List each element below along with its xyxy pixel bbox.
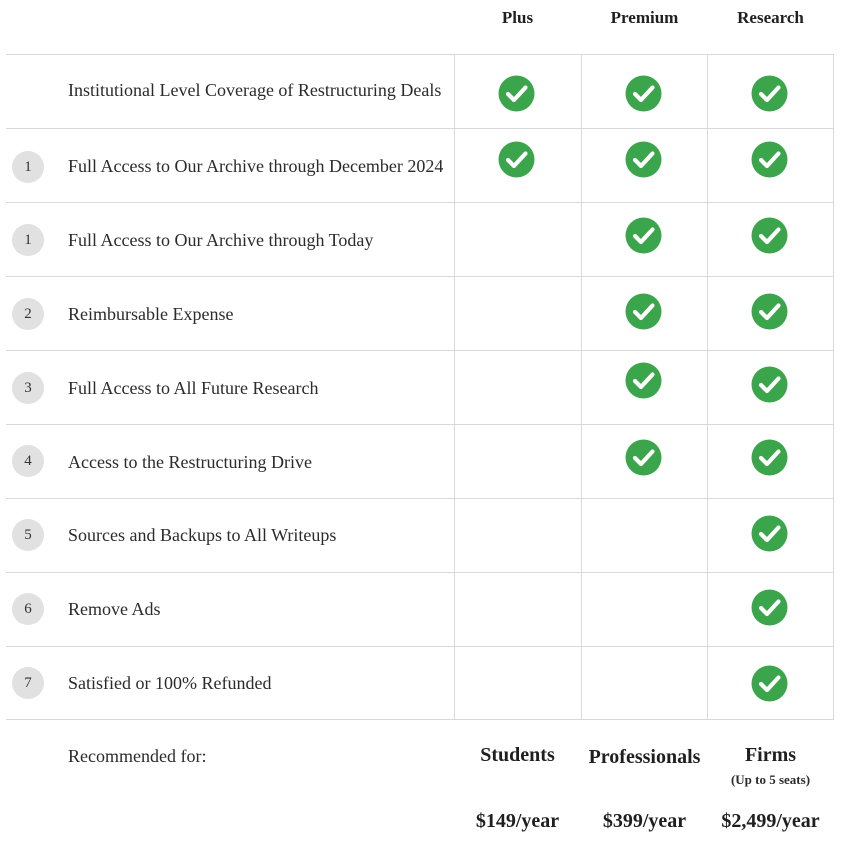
recommended-for-plus: Students [480, 744, 555, 766]
research-seats-note: (Up to 5 seats) [730, 772, 811, 787]
feature-number-badge: 1 [12, 151, 44, 183]
feature-label: Satisfied or 100% Refunded [68, 673, 272, 693]
check-circle-icon [751, 439, 788, 476]
price-plus: $149/year [475, 810, 560, 832]
plan-header-plus: Plus [501, 8, 534, 27]
feature-label: Reimbursable Expense [68, 304, 234, 324]
feature-row [0, 424, 843, 498]
feature-number-badge: 7 [12, 667, 44, 699]
row-divider [6, 498, 834, 499]
row-divider [6, 202, 834, 203]
feature-row [0, 276, 843, 350]
check-circle-icon [751, 665, 788, 702]
check-circle-icon [751, 217, 788, 254]
check-circle-icon [751, 75, 788, 112]
row-divider [6, 424, 834, 425]
feature-row [0, 54, 843, 128]
recommended-for-premium: Professionals [588, 746, 701, 768]
feature-number-badge: 4 [12, 445, 44, 477]
row-divider [6, 350, 834, 351]
plan-header-premium: Premium [610, 8, 679, 27]
check-circle-icon [751, 141, 788, 178]
feature-label: Full Access to All Future Research [68, 378, 319, 398]
check-circle-icon [751, 366, 788, 403]
check-circle-icon [625, 217, 662, 254]
feature-label: Sources and Backups to All Writeups [68, 525, 337, 545]
feature-number-badge: 1 [12, 224, 44, 256]
recommended-for-label: Recommended for: [68, 746, 207, 766]
feature-row [0, 646, 843, 720]
feature-label: Institutional Level Coverage of Restructuring Deals [68, 80, 442, 100]
price-research: $2,499/year [721, 810, 820, 832]
price-premium: $399/year [602, 810, 687, 832]
row-divider [6, 719, 834, 720]
check-circle-icon [625, 362, 662, 399]
plan-header-research: Research [737, 8, 804, 27]
feature-number-badge: 5 [12, 519, 44, 551]
check-circle-icon [625, 293, 662, 330]
check-circle-icon [625, 439, 662, 476]
feature-number-badge: 2 [12, 298, 44, 330]
feature-row [0, 128, 843, 202]
feature-row [0, 350, 843, 424]
row-divider [6, 276, 834, 277]
check-circle-icon [751, 589, 788, 626]
feature-row [0, 572, 843, 646]
check-circle-icon [625, 75, 662, 112]
check-circle-icon [498, 141, 535, 178]
feature-label: Full Access to Our Archive through December 2024 [68, 156, 444, 176]
feature-row [0, 202, 843, 276]
feature-label: Access to the Restructuring Drive [68, 452, 312, 472]
recommended-for-research: Firms [744, 744, 797, 766]
feature-number-badge: 3 [12, 372, 44, 404]
row-divider [6, 646, 834, 647]
feature-row [0, 498, 843, 572]
feature-number-badge: 6 [12, 593, 44, 625]
feature-label: Remove Ads [68, 599, 161, 619]
check-circle-icon [625, 141, 662, 178]
check-circle-icon [751, 515, 788, 552]
check-circle-icon [498, 75, 535, 112]
feature-label: Full Access to Our Archive through Today [68, 230, 374, 250]
row-divider [6, 128, 834, 129]
row-divider [6, 572, 834, 573]
check-circle-icon [751, 293, 788, 330]
